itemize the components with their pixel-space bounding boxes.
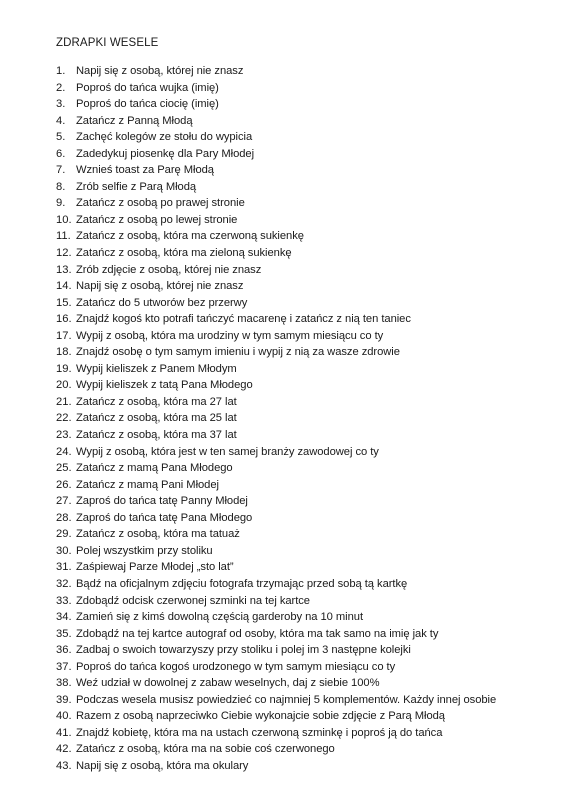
list-item-number: 43. (56, 759, 72, 772)
list-item-text: Podczas wesela musisz powiedzieć co najmniej 5 komplementów. Każdy innej osobie (76, 693, 497, 706)
list-item-number: 16. (56, 313, 72, 326)
list-item (0, 642, 586, 659)
list-item-text: Zatańcz z osobą, która ma 37 lat (76, 429, 237, 442)
list-item (0, 195, 586, 212)
list-item-text: Polej wszystkim przy stoliku (76, 544, 213, 557)
list-item-text: Zdobądź na tej kartce autograf od osoby, która ma tak samo na imię jak ty (76, 627, 439, 640)
task-list (0, 63, 586, 775)
list-item-number: 4. (56, 114, 66, 127)
list-item (0, 361, 586, 378)
list-item-number: 40. (56, 710, 72, 723)
list-item-text: Wypij kieliszek z Panem Młodym (76, 362, 237, 375)
list-item-number: 2. (56, 81, 66, 94)
list-item-number: 31. (56, 561, 72, 574)
list-item-text: Zaśpiewaj Parze Młodej „sto lat” (76, 561, 234, 574)
list-item-text: Zrób selfie z Parą Młodą (76, 180, 197, 193)
list-item-number: 37. (56, 660, 72, 673)
list-item (0, 63, 586, 80)
list-item-text: Wypij z osobą, która ma urodziny w tym samym miesiącu co ty (76, 329, 384, 342)
list-item-number: 19. (56, 362, 72, 375)
document-title: ZDRAPKI WESELE (56, 37, 159, 49)
list-item-text: Znajdź osobę o tym samym imieniu i wypij z nią za wasze zdrowie (76, 346, 400, 359)
list-item-text: Znajdź kobietę, która ma na ustach czerwoną szminkę i poproś ją do tańca (76, 726, 443, 739)
list-item (0, 427, 586, 444)
list-item (0, 559, 586, 576)
list-item (0, 278, 586, 295)
list-item-number: 20. (56, 379, 72, 392)
list-item-number: 6. (56, 147, 66, 160)
list-item-number: 42. (56, 743, 72, 756)
list-item-number: 33. (56, 594, 72, 607)
list-item-number: 32. (56, 577, 72, 590)
list-item-text: Poproś do tańca wujka (imię) (76, 81, 219, 94)
list-item-number: 24. (56, 445, 72, 458)
list-item (0, 162, 586, 179)
list-item-text: Zatańcz z osobą, która ma 25 lat (76, 412, 237, 425)
list-item (0, 510, 586, 527)
list-item (0, 741, 586, 758)
list-item (0, 692, 586, 709)
list-item (0, 311, 586, 328)
list-item-text: Znajdź kogoś kto potrafi tańczyć macarenę i zatańcz z nią ten taniec (76, 313, 411, 326)
list-item-text: Zatańcz z Panną Młodą (76, 114, 193, 127)
list-item (0, 328, 586, 345)
list-item (0, 179, 586, 196)
list-item-text: Wypij z osobą, która jest w ten samej branży zawodowej co ty (76, 445, 379, 458)
list-item-number: 10. (56, 213, 72, 226)
list-item-number: 23. (56, 429, 72, 442)
list-item (0, 295, 586, 312)
list-item-number: 9. (56, 197, 66, 210)
list-item-text: Poproś do tańca ciocię (imię) (76, 98, 219, 111)
list-item-number: 1. (56, 65, 66, 77)
list-item-number: 21. (56, 395, 72, 408)
list-item-number: 15. (56, 296, 72, 309)
list-item (0, 377, 586, 394)
list-item-number: 25. (56, 462, 72, 475)
list-item-text: Zatańcz z mamą Pana Młodego (76, 462, 233, 475)
list-item (0, 96, 586, 113)
list-item-text: Zatańcz z osobą, która ma tatuaż (76, 528, 240, 541)
list-item (0, 708, 586, 725)
list-item-number: 5. (56, 131, 66, 144)
list-item (0, 394, 586, 411)
list-item (0, 477, 586, 494)
list-item (0, 659, 586, 676)
list-item-text: Poproś do tańca kogoś urodzonego w tym samym miesiącu co ty (76, 660, 396, 673)
list-item (0, 410, 586, 427)
list-item (0, 493, 586, 510)
list-item-number: 30. (56, 544, 72, 557)
list-item (0, 80, 586, 97)
list-item (0, 675, 586, 692)
list-item-text: Wypij kieliszek z tatą Pana Młodego (76, 379, 253, 392)
list-item-text: Zatańcz z osobą, która ma zieloną sukienkę (76, 247, 292, 260)
list-item-text: Zdobądź odcisk czerwonej szminki na tej kartce (76, 594, 310, 607)
list-item-number: 34. (56, 611, 72, 624)
list-item-text: Zaproś do tańca tatę Panny Młodej (76, 495, 248, 508)
list-item-text: Razem z osobą naprzeciwko Ciebie wykonajcie sobie zdjęcie z Parą Młodą (76, 710, 445, 723)
list-item (0, 609, 586, 626)
list-item (0, 262, 586, 279)
list-item-text: Napij się z osobą, której nie znasz (76, 65, 244, 77)
list-item-text: Zatańcz z osobą, która ma czerwoną sukienkę (76, 230, 304, 243)
list-item-text: Weź udział w dowolnej z zabaw weselnych, daj z siebie 100% (76, 677, 380, 690)
list-item-text: Zadedykuj piosenkę dla Pary Młodej (76, 147, 255, 160)
list-item-text: Zatańcz z osobą po lewej stronie (76, 213, 238, 226)
list-item (0, 758, 586, 775)
list-item-number: 14. (56, 280, 72, 293)
list-item (0, 725, 586, 742)
list-item (0, 526, 586, 543)
list-item-text: Zrób zdjęcie z osobą, której nie znasz (76, 263, 262, 276)
list-item-number: 35. (56, 627, 72, 640)
list-item-number: 41. (56, 726, 72, 739)
list-item-text: Zadbaj o swoich towarzyszy przy stoliku i polej im 3 następne kolejki (76, 644, 411, 657)
list-item-text: Zatańcz z osobą, która ma na sobie coś czerwonego (76, 743, 335, 756)
list-item-text: Zatańcz z osobą, która ma 27 lat (76, 395, 237, 408)
list-item (0, 228, 586, 245)
list-item-number: 27. (56, 495, 72, 508)
list-item-number: 11. (56, 230, 71, 243)
list-item-text: Wznieś toast za Parę Młodą (76, 164, 214, 177)
list-item-text: Zatańcz do 5 utworów bez przerwy (76, 296, 248, 309)
list-item-text: Bądź na oficjalnym zdjęciu fotografa trzymając przed sobą tą kartkę (76, 577, 408, 590)
list-item-number: 13. (56, 263, 72, 276)
list-item-text: Zatańcz z osobą po prawej stronie (76, 197, 245, 210)
list-item-text: Zachęć kolegów ze stołu do wypicia (76, 131, 253, 144)
list-item-number: 8. (56, 180, 66, 193)
list-item (0, 245, 586, 262)
list-item-text: Napij się z osobą, której nie znasz (76, 280, 244, 293)
list-item-text: Zatańcz z mamą Pani Młodej (76, 478, 219, 491)
list-item-text: Zaproś do tańca tatę Pana Młodego (76, 511, 253, 524)
list-item (0, 146, 586, 163)
list-item-number: 7. (56, 164, 66, 177)
list-item (0, 543, 586, 560)
list-item (0, 576, 586, 593)
list-item (0, 344, 586, 361)
list-item-number: 18. (56, 346, 72, 359)
list-item (0, 460, 586, 477)
list-item-number: 28. (56, 511, 72, 524)
list-item (0, 113, 586, 130)
list-item-number: 3. (56, 98, 66, 111)
list-item-number: 26. (56, 478, 72, 491)
list-item-number: 36. (56, 644, 72, 657)
list-item (0, 212, 586, 229)
list-item-number: 12. (56, 247, 72, 260)
list-item-text: Napij się z osobą, która ma okulary (76, 759, 249, 772)
list-item-number: 17. (56, 329, 72, 342)
list-item (0, 626, 586, 643)
list-item (0, 129, 586, 146)
list-item-number: 38. (56, 677, 72, 690)
list-item (0, 593, 586, 610)
list-item-text: Zamień się z kimś dowolną częścią garderoby na 10 minut (76, 611, 364, 624)
list-item (0, 444, 586, 461)
list-item-number: 29. (56, 528, 72, 541)
list-item-number: 22. (56, 412, 72, 425)
list-item-number: 39. (56, 693, 72, 706)
